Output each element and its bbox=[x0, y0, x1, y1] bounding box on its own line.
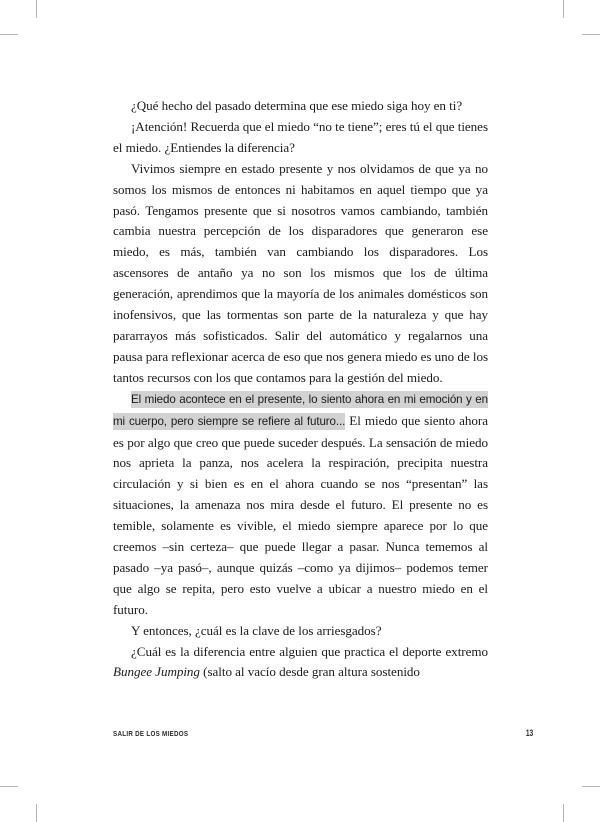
italic-title-bungee-jumping: Bungee Jumping bbox=[113, 664, 200, 680]
paragraph: Vivimos siempre en estado presente y nos olvidamos de que ya no somos los mismos de entonces ni habitamos en aquel tiempo que ya pasó. Tengamos presente que si nosotros vamos cambiando, también cambia nuestra percepción de los disparadores que generaron ese miedo, es más, también van cambiando los disparadores. Los ascensores de antaño ya no son los mismos que los de última generación, aprendimos que la mayoría de los animales domésticos son inofensivos, que las tormentas son parte de la naturaleza y que hay pararrayos más sofisticados. Salir del automático y regalarnos una pausa para reflexionar acerca de eso que nos genera miedo es uno de los tantos recursos con los que contamos para la gestión del miedo. bbox=[113, 160, 488, 385]
paragraph: ¡Atención! Recuerda que el miedo “no te tiene”; eres tú el que tienes el miedo. ¿Entiendes la diferencia? bbox=[113, 118, 488, 155]
paragraph: Y entonces, ¿cuál es la clave de los arriesgados? bbox=[131, 622, 382, 638]
page-footer bbox=[113, 728, 533, 738]
page-number: 13 bbox=[525, 728, 533, 738]
body-text-column bbox=[113, 96, 488, 683]
crop-mark-top-right-vertical bbox=[563, 0, 564, 18]
crop-mark-bottom-right-horizontal bbox=[582, 786, 600, 787]
crop-mark-bottom-left-horizontal bbox=[0, 786, 18, 787]
crop-mark-bottom-left-vertical bbox=[36, 804, 37, 822]
highlighted-quote-text: El miedo acontece en el presente, lo siento ahora en mi emoción y en mi cuerpo, pero siempre se refiere al futuro... bbox=[113, 392, 488, 428]
running-head: SALIR DE LOS MIEDOS bbox=[113, 729, 189, 738]
crop-mark-top-right-horizontal bbox=[582, 34, 600, 35]
final-paragraph bbox=[113, 642, 488, 684]
highlighted-quote-paragraph bbox=[113, 389, 488, 621]
quote-continuation-text: El miedo que siento ahora es por algo que creo que puede suceder después. La sensación de miedo nos aprieta la panza, nos acelera la respiración, precipita nuestra circulación y si bien es en el ahora cuando se nos “presentan” las situaciones, la amenaza nos mira desde el futuro. El presente no es temible, solamente es vivible, el miedo siempre aparece por lo que creemos –sin certeza– que puede llegar a pasar. Nunca tememos al pasado –ya pasó–, aunque quizás –como ya dijimos– podemos temer que algo se repita, pero esto vuelve a ubicar a nuestro miedo en el futuro. bbox=[113, 412, 488, 617]
crop-mark-top-left-horizontal bbox=[0, 34, 18, 35]
paragraph: ¿Qué hecho del pasado determina que ese miedo siga hoy en ti? bbox=[131, 98, 463, 113]
crop-mark-top-left-vertical bbox=[36, 0, 37, 18]
crop-mark-bottom-right-vertical bbox=[563, 804, 564, 822]
final-paragraph-before-italic: ¿Cuál es la diferencia entre alguien que practica el deporte extremo bbox=[131, 643, 488, 659]
final-paragraph-after-italic: (salto al vacío desde gran altura sostenido bbox=[199, 664, 420, 680]
